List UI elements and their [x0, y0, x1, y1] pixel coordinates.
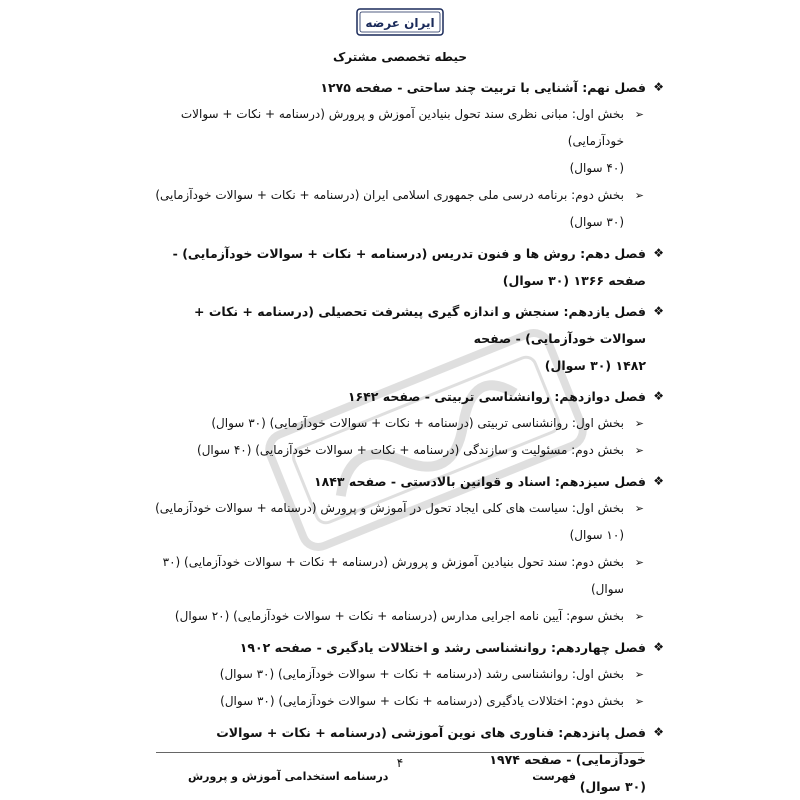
diamond-bullet-icon: ❖: [653, 80, 664, 94]
section-entry: [150, 688, 664, 715]
arrow-bullet-icon: ➢: [634, 610, 644, 623]
arrow-bullet-icon: ➢: [634, 695, 644, 708]
table-of-contents: [150, 74, 664, 800]
arrow-bullet-icon: ➢: [634, 502, 644, 515]
arrow-bullet-icon: ➢: [634, 189, 644, 202]
section-entry: [150, 209, 664, 236]
page-heading: حیطه تخصصی مشترک: [332, 50, 468, 64]
chapter-entry: [150, 468, 664, 495]
entry-text: فصل یازدهم: سنجش و اندازه گیری پیشرفت تحصیلی (درسنامه + نکات + سوالات خودآزمایی) - صفحه: [194, 304, 646, 346]
footer-book-title: درسنامه استخدامی آموزش و پرورش: [188, 770, 389, 783]
right-gutter: [684, 0, 800, 800]
diamond-bullet-icon: ❖: [653, 474, 664, 488]
entry-text: بخش سوم: آیین نامه اجرایی مدارس (درسنامه + نکات + سوالات خودآزمایی) (۲۰ سوال): [174, 609, 624, 623]
entry-text: فصل پانزدهم: فناوری های نوین آموزشی (درسنامه + نکات + سوالات خودآزمایی) - صفحه ۱۹۷۴: [216, 725, 646, 767]
logo: [356, 6, 444, 38]
entry-text: فصل دهم: روش ها و فنون تدریس (درسنامه + نکات + سوالات خودآزمایی) - صفحه ۱۳۶۶ (۳۰ سوال): [172, 246, 646, 288]
section-entry: [150, 155, 664, 182]
footer-section-title: فهرست: [532, 770, 576, 783]
entry-text: بخش دوم: اختلالات یادگیری (درسنامه + نکات + سوالات خودآزمایی) (۳۰ سوال): [220, 694, 624, 708]
chapter-entry: [150, 298, 664, 352]
entry-text: فصل نهم: آشنایی با تربیت چند ساحتی - صفحه ۱۲۷۵: [320, 80, 646, 95]
diamond-bullet-icon: ❖: [653, 725, 664, 739]
entry-text: (۴۰ سوال): [569, 161, 624, 175]
section-entry: [150, 661, 664, 688]
entry-text: فصل سیزدهم: اسناد و قوانین بالادستی - صفحه ۱۸۴۳: [314, 474, 646, 489]
chapter-entry: [150, 634, 664, 661]
arrow-bullet-icon: ➢: [634, 108, 644, 121]
entry-text: (۳۰ سوال): [569, 215, 624, 229]
left-gutter: [0, 0, 116, 800]
section-entry: [150, 101, 664, 155]
logo-text: ایران عرضه: [365, 16, 435, 30]
footer-divider: [156, 752, 644, 753]
section-entry: [150, 603, 664, 630]
section-entry: [150, 495, 664, 522]
entry-text: بخش دوم: سند تحول بنیادین آموزش و پرورش (درسنامه + نکات + سوالات خودآزمایی) (۳۰ سوال): [162, 555, 624, 596]
section-entry: [150, 522, 664, 549]
arrow-bullet-icon: ➢: [634, 444, 644, 457]
arrow-bullet-icon: ➢: [634, 556, 644, 569]
entry-text: بخش دوم: مسئولیت و سازندگی (درسنامه + نکات + سوالات خودآزمایی) (۴۰ سوال): [197, 443, 624, 457]
entry-text: (۳۰ سوال): [579, 779, 646, 794]
diamond-bullet-icon: ❖: [653, 246, 664, 260]
entry-text: بخش اول: روانشناسی تربیتی (درسنامه + نکات + سوالات خودآزمایی) (۳۰ سوال): [211, 416, 624, 430]
entry-text: (۱۰ سوال): [569, 528, 624, 542]
arrow-bullet-icon: ➢: [634, 668, 644, 681]
chapter-entry: [150, 240, 664, 294]
page-number: ۴: [396, 756, 404, 770]
entry-text: فصل چهاردهم: روانشناسی رشد و اختلالات یادگیری - صفحه ۱۹۰۲: [239, 640, 646, 655]
diamond-bullet-icon: ❖: [653, 640, 664, 654]
document-page: [116, 0, 684, 800]
chapter-entry: [150, 352, 664, 379]
entry-text: بخش اول: روانشناسی رشد (درسنامه + نکات + سوالات خودآزمایی) (۳۰ سوال): [219, 667, 624, 681]
diamond-bullet-icon: ❖: [653, 304, 664, 318]
section-entry: [150, 182, 664, 209]
entry-text: بخش اول: سیاست های کلی ایجاد تحول در آموزش و پرورش (درسنامه + سوالات خودآزمایی): [155, 501, 624, 515]
arrow-bullet-icon: ➢: [634, 417, 644, 430]
entry-text: ۱۴۸۲ (۳۰ سوال): [544, 358, 646, 373]
chapter-entry: [150, 383, 664, 410]
section-entry: [150, 410, 664, 437]
diamond-bullet-icon: ❖: [653, 389, 664, 403]
entry-text: فصل دوازدهم: روانشناسی تربیتی - صفحه ۱۶۴۲: [347, 389, 646, 404]
section-entry: [150, 549, 664, 603]
chapter-entry: [150, 74, 664, 101]
section-entry: [150, 437, 664, 464]
entry-text: بخش دوم: برنامه درسی ملی جمهوری اسلامی ایران (درسنامه + نکات + سوالات خودآزمایی): [155, 188, 624, 202]
entry-text: بخش اول: مبانی نظری سند تحول بنیادین آموزش و پرورش (درسنامه + نکات + سوالات خودآزمایی): [180, 107, 624, 148]
